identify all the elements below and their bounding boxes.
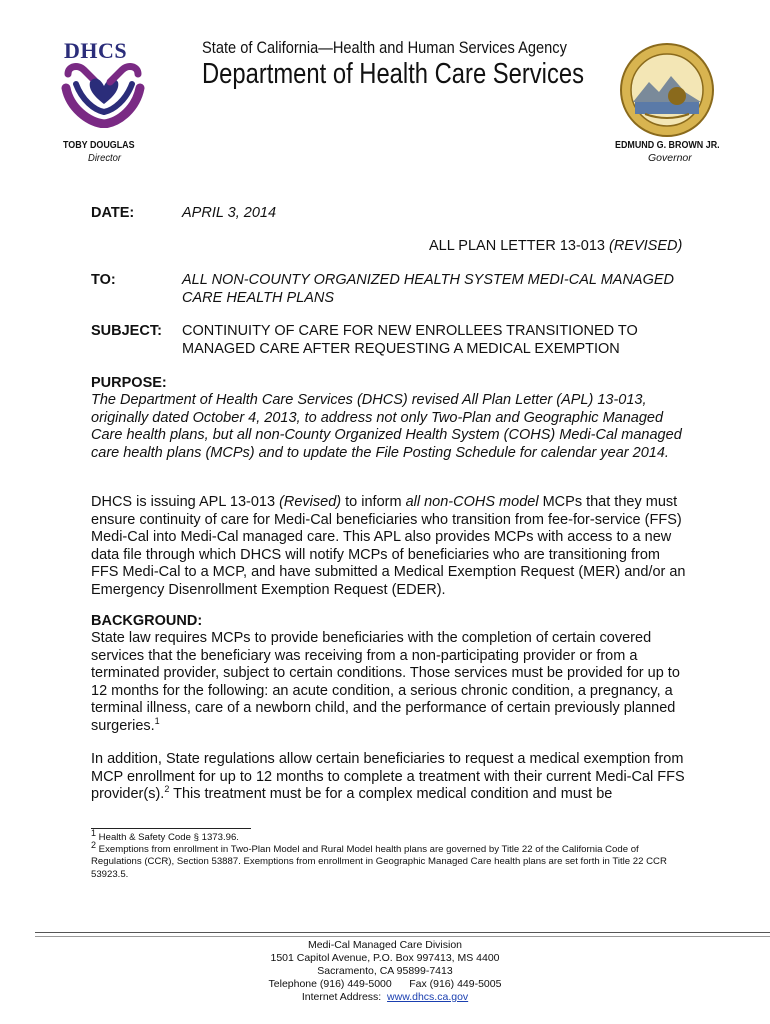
subject-line-2: MANAGED CARE AFTER REQUESTING A MEDICAL EXEMPTION bbox=[182, 341, 620, 357]
governor-title: Governor bbox=[648, 152, 692, 164]
intro-text-c: to inform bbox=[341, 494, 406, 510]
intro-paragraph bbox=[91, 494, 691, 600]
footnote-ref-1: 1 bbox=[154, 716, 160, 727]
intro-text-a: DHCS is issuing APL 13-013 bbox=[91, 494, 280, 510]
purpose-heading: PURPOSE: bbox=[91, 375, 167, 391]
governor-name: EDMUND G. BROWN JR. bbox=[615, 139, 720, 151]
agency-name: State of California—Health and Human Services Agency bbox=[202, 38, 567, 57]
footnote-2-text: Exemptions from enrollment in Two-Plan Model and Rural Model health plans are governed by Title 22 of the California Code of Regulations (CCR), Section 53887. Exemptions from enrollment in Geographic Managed Care health plans are set forth in Title 22 CCR 53923.5. bbox=[91, 844, 667, 880]
background-text: State law requires MCPs to provide beneficiaries with the completion of certain covered services that the beneficiary was receiving from a non-participating provider or from a terminated provider, subject to certain conditions. Those services must be provided for up to 12 months for the following: an acute condition, a serious chronic condition, a pregnancy, a terminal illness, care of a newborn child, and the performance of certain previously planned surgeries. bbox=[91, 630, 680, 734]
footer-street: 1501 Capitol Avenue, P.O. Box 997413, MS 4400 bbox=[270, 952, 500, 964]
footer-divider-thin bbox=[35, 936, 770, 937]
director-name: TOBY DOUGLAS bbox=[63, 139, 135, 151]
purpose-paragraph: The Department of Health Care Services (DHCS) revised All Plan Letter (APL) 13-013, originally dated October 4, 2013, to address not only Two-Plan and Geographic Managed Care health plans, but all non-County Organized Health System (COHS) Medi-Cal managed care health plans (MCPs) and to update the File Posting Schedule for calendar year 2014. bbox=[91, 392, 682, 461]
footnote-1 bbox=[91, 827, 691, 844]
exemption-text-a: In addition, State regulations allow certain beneficiaries to request a medical exemption from MCP enrollment for up to 12 months to complete a treatment with their current Medi-Cal FFS provider(s). bbox=[91, 751, 685, 803]
background-paragraph bbox=[91, 630, 691, 736]
letter-id-revised: (REVISED) bbox=[609, 238, 683, 254]
website-link[interactable]: www.dhcs.ca.gov bbox=[387, 991, 469, 1003]
footnote-divider bbox=[91, 828, 251, 829]
dhcs-logo bbox=[58, 38, 148, 128]
footnote-ref-2: 2 bbox=[164, 784, 170, 795]
director-title: Director bbox=[88, 152, 122, 164]
date-label: DATE: bbox=[91, 205, 135, 221]
footer-city: Sacramento, CA 95899-7413 bbox=[317, 965, 453, 977]
subject-line-1: CONTINUITY OF CARE FOR NEW ENROLLEES TRANSITIONED TO bbox=[182, 323, 638, 339]
subject-label: SUBJECT: bbox=[91, 323, 162, 339]
to-label: TO: bbox=[91, 272, 116, 288]
exemption-text-b: This treatment must be for a complex medical condition and must be bbox=[169, 786, 613, 803]
footer-address bbox=[0, 939, 770, 1004]
footnotes bbox=[91, 827, 691, 881]
date-value: APRIL 3, 2014 bbox=[182, 205, 277, 221]
footer-phone: Telephone (916) 449-5000 Fax (916) 449-5005 bbox=[268, 978, 502, 990]
footer-divider bbox=[35, 932, 770, 933]
footer-internet-label: Internet Address: bbox=[301, 991, 388, 1003]
letter-id-number: ALL PLAN LETTER 13-013 bbox=[429, 238, 609, 254]
footnote-2 bbox=[91, 840, 691, 881]
intro-non-cohs: all non-COHS model bbox=[405, 494, 539, 510]
letter-id bbox=[429, 238, 682, 254]
to-line-2: CARE HEALTH PLANS bbox=[182, 290, 335, 306]
california-seal-icon bbox=[619, 42, 715, 138]
state-seal bbox=[619, 42, 715, 138]
intro-text-e: MCPs that they must ensure continuity of care for Medi-Cal beneficiaries who transition from fee-for-service (FFS) Medi-Cal into Medi-Cal managed care. This APL also provides MCPs with access to a new data file through which DHCS will notify MCPs of beneficiaries who are transitioning from FFS Medi-Cal to a MCP, and have submitted a Medical Exemption Request (MER) and/or an Emergency Disenrollment Exemption Request (EDER). bbox=[91, 494, 686, 598]
exemption-paragraph bbox=[91, 751, 691, 804]
footnote-2-mark: 2 bbox=[91, 840, 97, 851]
department-title: Department of Health Care Services bbox=[202, 58, 584, 90]
footnote-1-mark: 1 bbox=[91, 827, 97, 838]
background-heading: BACKGROUND: bbox=[91, 613, 203, 629]
footer-internet bbox=[0, 991, 770, 1004]
intro-revised: (Revised) bbox=[279, 494, 342, 510]
footnote-1-text: Health & Safety Code § 1373.96. bbox=[96, 832, 239, 843]
logo-text: DHCS bbox=[64, 38, 128, 63]
footer-division: Medi-Cal Managed Care Division bbox=[307, 939, 463, 951]
heart-hands-icon bbox=[58, 38, 148, 128]
to-line-1: ALL NON-COUNTY ORGANIZED HEALTH SYSTEM MEDI-CAL MANAGED bbox=[182, 272, 675, 288]
